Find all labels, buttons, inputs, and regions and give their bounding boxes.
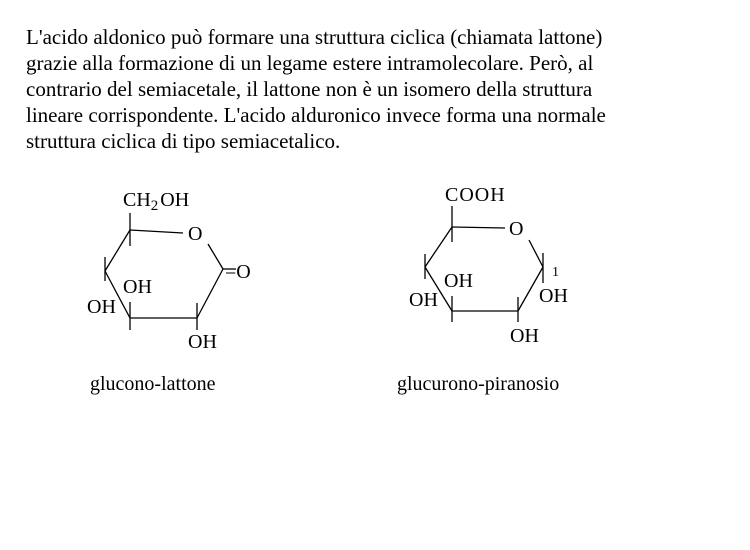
- pyranose-oh-inner-label: OH: [444, 270, 473, 292]
- lactone-oh-bottom-label: OH: [188, 331, 217, 353]
- pyranose-oh-left-label: OH: [409, 289, 438, 311]
- paragraph-line: struttura ciclica di tipo semiacetalico.: [26, 129, 341, 153]
- pyranose-caption: glucurono-piranosio: [397, 373, 560, 395]
- pyranose-cooh-label: COOH: [445, 184, 506, 206]
- glucuronopyranose-structure: [397, 184, 568, 395]
- lactone-caption: glucono-lattone: [90, 373, 216, 395]
- bond-c1-c2: [197, 269, 223, 318]
- lactone-ring-oxygen-label: O: [188, 223, 203, 245]
- lactone-carbonyl-label: =O: [225, 261, 251, 283]
- paragraph-line: L'acido aldonico può formare una struttura ciclica (chiamata lattone): [26, 25, 603, 49]
- pyranose-oh-bottom-label: OH: [510, 325, 539, 347]
- paragraph-line: grazie alla formazione di un legame estere intramolecolare. Però, al: [26, 51, 594, 75]
- bond-o-c1: [529, 240, 543, 267]
- paragraph-line: contrario del semiacetale, il lattone non è un isomero della struttura: [26, 77, 593, 101]
- lactone-ch2oh-label: $CH_2$ OH: [123, 189, 190, 214]
- lactone-oh-left-label: OH: [87, 296, 116, 318]
- pyranose-oh-anomeric-label: OH: [539, 285, 568, 307]
- pyranose-ring-oxygen-label: O: [509, 218, 524, 240]
- glucono-lactone-structure: [87, 189, 251, 395]
- pyranose-anomeric-number: 1: [552, 265, 559, 280]
- bond-c4-c5: [105, 230, 130, 271]
- bond-c5-o: [452, 227, 505, 228]
- paragraph-line: lineare corrispondente. L'acido alduronico invece forma una normale: [26, 103, 606, 127]
- bond-c5-o: [130, 230, 183, 233]
- bond-o-c1: [208, 244, 223, 269]
- lactone-oh-inner-label: OH: [123, 276, 152, 298]
- bond-c4-c5: [425, 227, 452, 267]
